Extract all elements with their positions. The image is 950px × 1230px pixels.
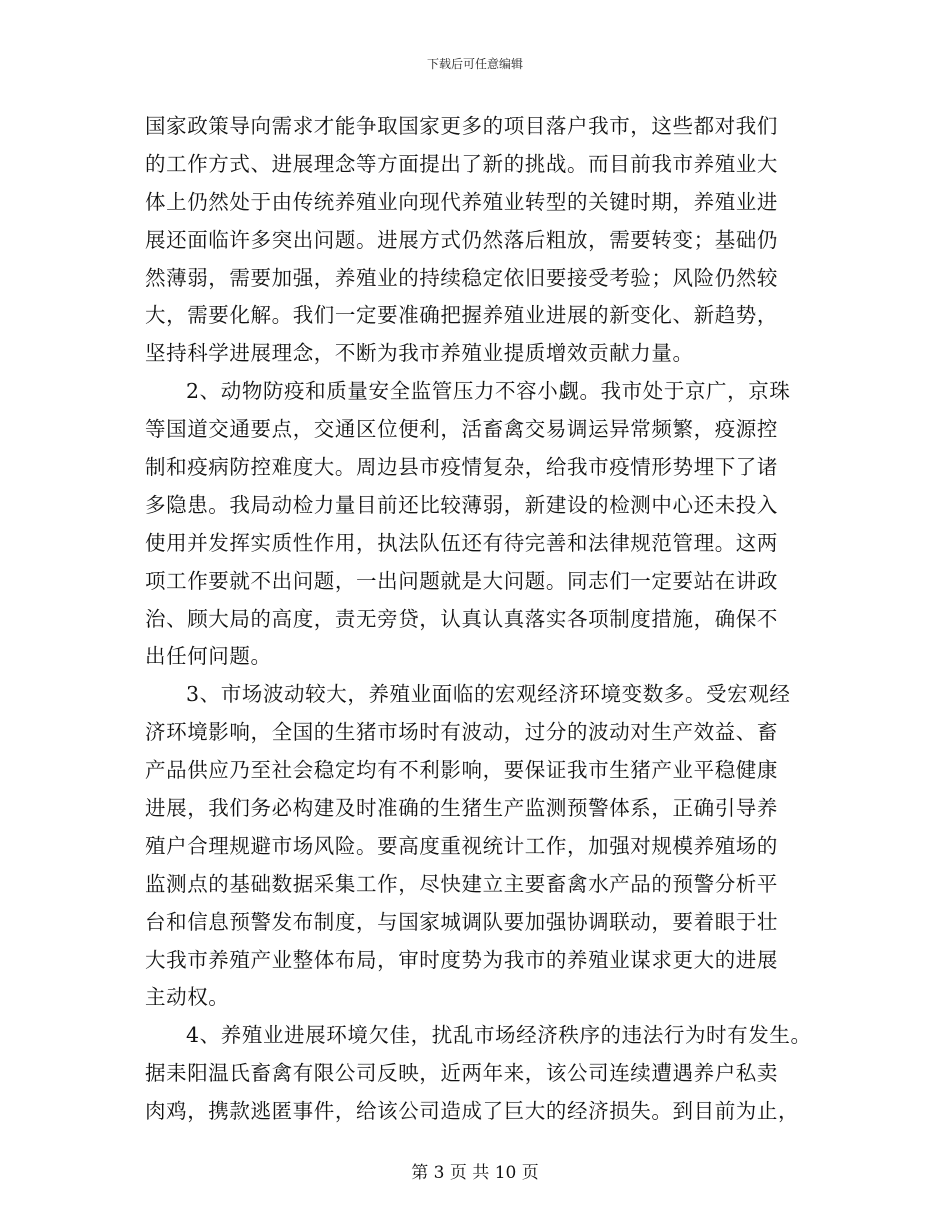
text-line: 制和疫病防控难度大。周边县市疫情复杂，给我市疫情形势埋下了诸 xyxy=(145,455,778,480)
text-line: 产品供应乃至社会稳定均有不利影响，要保证我市生猪产业平稳健康 xyxy=(145,758,778,783)
text-line: 肉鸡，携款逃匿事件，给该公司造成了巨大的经济损失。到目前为止， xyxy=(145,1099,800,1124)
text-line: 展还面临许多突出问题。进展方式仍然落后粗放，需要转变；基础仍 xyxy=(145,227,778,252)
paragraph-start-line: 3、市场波动较大，养殖业面临的宏观经济环境变数多。受宏观经 xyxy=(186,682,791,707)
text-line: 出任何问题。 xyxy=(145,644,272,669)
text-line: 大，需要化解。我们一定要准确把握养殖业进展的新变化、新趋势， xyxy=(145,303,778,328)
text-line: 的工作方式、进展理念等方面提出了新的挑战。而目前我市养殖业大 xyxy=(145,151,778,176)
page-header: 下载后可任意编辑 xyxy=(426,57,523,71)
text-line: 国家政策导向需求才能争取国家更多的项目落户我市，这些都对我们 xyxy=(145,114,778,138)
text-line: 大我市养殖产业整体布局，审时度势为我市的养殖业谋求更大的进展 xyxy=(145,947,778,972)
text-line: 使用并发挥实质性作用，执法队伍还有待完善和法律规范管理。这两 xyxy=(145,530,778,555)
paragraph-start-line: 2、动物防疫和质量安全监管压力不容小觑。我市处于京广，京珠 xyxy=(186,379,791,404)
text-line: 坚持科学进展理念，不断为我市养殖业提质增效贡献力量。 xyxy=(145,341,694,366)
text-line: 济环境影响，全国的生猪市场时有波动，过分的波动对生产效益、畜 xyxy=(145,720,778,745)
text-line: 然薄弱，需要加强，养殖业的持续稳定依旧要接受考验；风险仍然较 xyxy=(145,265,778,290)
paragraph-start-line: 4、养殖业进展环境欠佳，扰乱市场经济秩序的违法行为时有发生。 xyxy=(186,1023,812,1048)
page-number: 第 3 页 共 10 页 xyxy=(411,1163,539,1183)
text-line: 主动权。 xyxy=(145,985,230,1010)
document-body xyxy=(145,108,825,1131)
text-line: 进展，我们务必构建及时准确的生猪生产监测预警体系，正确引导养 xyxy=(145,796,778,821)
text-line: 体上仍然处于由传统养殖业向现代养殖业转型的关键时期，养殖业进 xyxy=(145,189,778,214)
text-line: 等国道交通要点，交通区位便利，活畜禽交易调运异常频繁，疫源控 xyxy=(145,417,778,442)
text-line: 据耒阳温氏畜禽有限公司反映，近两年来，该公司连续遭遇养户私卖 xyxy=(145,1061,778,1086)
text-line: 台和信息预警发布制度，与国家城调队要加强协调联动，要着眼于壮 xyxy=(145,909,778,934)
text-line: 殖户合理规避市场风险。要高度重视统计工作，加强对规模养殖场的 xyxy=(145,833,778,858)
text-line: 多隐患。我局动检力量目前还比较薄弱，新建设的检测中心还未投入 xyxy=(145,492,778,517)
text-line: 项工作要就不出问题，一出问题就是大问题。同志们一定要站在讲政 xyxy=(145,568,778,593)
text-line: 监测点的基础数据采集工作，尽快建立主要畜禽水产品的预警分析平 xyxy=(145,871,778,896)
text-line: 治、顾大局的高度，责无旁贷，认真认真落实各项制度措施，确保不 xyxy=(145,606,778,631)
